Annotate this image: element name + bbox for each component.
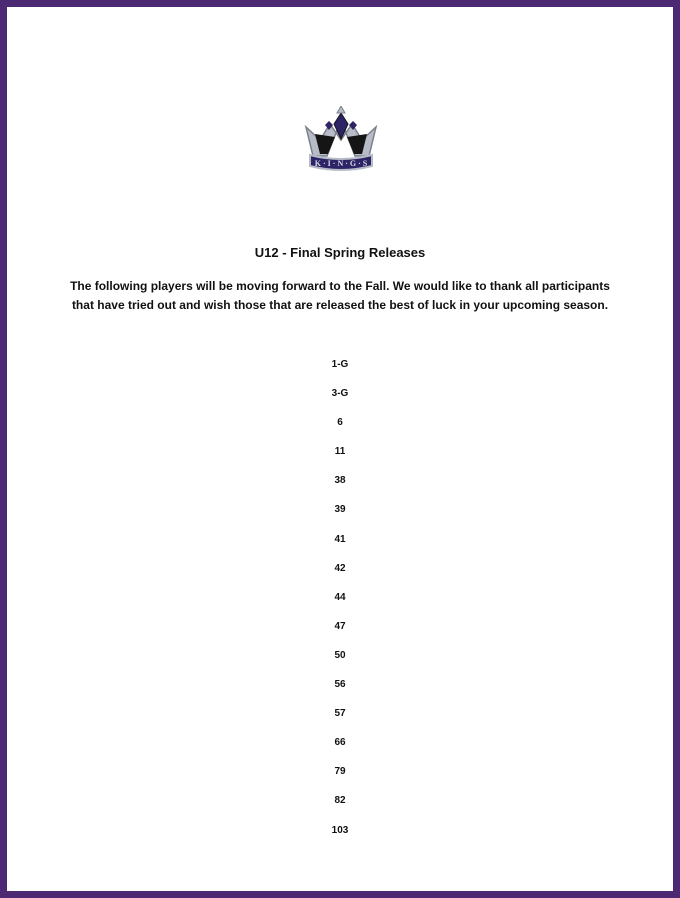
kings-crown-icon	[300, 106, 382, 176]
crown-top-point	[337, 106, 345, 113]
release-number: 41	[334, 533, 346, 545]
page-title: U12 - Final Spring Releases	[254, 245, 426, 260]
release-number: 11	[334, 446, 346, 458]
release-number: 103	[331, 824, 349, 836]
release-number: 66	[334, 737, 346, 749]
release-number: 56	[334, 679, 346, 691]
release-number: 3-G	[331, 388, 349, 400]
release-number: 79	[334, 766, 346, 778]
release-number: 82	[334, 795, 346, 807]
release-number-list	[0, 356, 680, 851]
release-number: 47	[334, 620, 346, 632]
kings-crown-logo	[300, 106, 382, 176]
release-number: 42	[334, 562, 346, 574]
release-number: 57	[334, 708, 346, 720]
release-number: 50	[334, 649, 346, 661]
crown-band-text: K · I · N · G · S	[314, 159, 368, 168]
release-number: 38	[334, 475, 346, 487]
intro-paragraph: The following players will be moving forward to the Fall. We would like to thank all participants that have tried out and wish those that are released the best of luck in your upcoming season.	[70, 279, 610, 312]
release-number: 6	[337, 417, 343, 429]
release-number: 44	[334, 591, 346, 603]
release-number: 1-G	[331, 359, 349, 370]
release-number: 39	[334, 504, 346, 516]
crown-center-diamond	[334, 113, 348, 139]
